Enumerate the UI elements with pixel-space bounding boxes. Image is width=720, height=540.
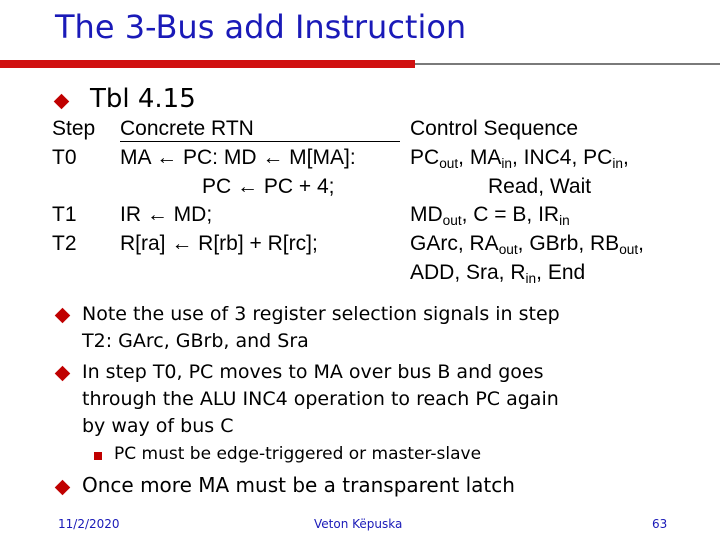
footer-author: Veton Këpuska — [314, 517, 403, 531]
rtn-t0-pc: PC ← PC + 4; — [202, 175, 335, 198]
header-step: Step — [52, 117, 96, 140]
header-control: Control Sequence — [410, 117, 579, 140]
rtn-t2: R[ra] ← R[rb] + R[rc]; — [120, 232, 318, 255]
subheading: Tbl 4.15 — [90, 84, 196, 114]
step-t0: T0 — [52, 146, 77, 169]
control-t2-cont: ADD, Sra, $R_{in}$, End — [410, 261, 586, 287]
diamond-bullet-icon — [55, 480, 71, 496]
rtn-t0: MA ← PC: MD ← M[MA]: — [120, 146, 356, 169]
sub-bullet: PC must be edge-triggered or master-slave — [114, 444, 482, 464]
control-t0-read: Read, Wait — [488, 175, 592, 198]
bullet-3: Once more MA must be a transparent latch — [82, 473, 515, 497]
step-t2: T2 — [52, 232, 77, 255]
diamond-bullet-icon — [55, 366, 71, 382]
bullet-1: Note the use of 3 register selection signals in step T2: GArc, GBrb, and Sra — [82, 303, 560, 352]
diamond-bullet-icon — [54, 94, 70, 110]
square-bullet-icon — [94, 452, 102, 460]
step-t1: T1 — [52, 203, 77, 226]
footer-date: 11/2/2020 — [58, 517, 120, 531]
header-underline — [120, 141, 400, 142]
title-accent-bar — [0, 60, 415, 68]
rtn-t1: IR ← MD; — [120, 203, 213, 226]
bullet-2: In step T0, PC moves to MA over bus B and goes through the ALU INC4 operation to reach PC again by way of bus C — [82, 361, 559, 437]
control-t2: GArc, $RA_{out}$, GBrb, $RB_{out}$, — [410, 232, 644, 258]
control-t0: $PC_{out}$, $MA_{in}$, INC4, $PC_{in}$, — [410, 146, 629, 172]
title-divider-line — [415, 63, 720, 65]
diamond-bullet-icon — [55, 308, 71, 324]
header-rtn: Concrete RTN — [120, 117, 254, 140]
slide-title: The 3-Bus add Instruction — [55, 8, 467, 46]
footer-page-number: 63 — [652, 517, 668, 531]
control-t1: $MD_{out}$, C = B, $IR_{in}$ — [410, 203, 570, 229]
